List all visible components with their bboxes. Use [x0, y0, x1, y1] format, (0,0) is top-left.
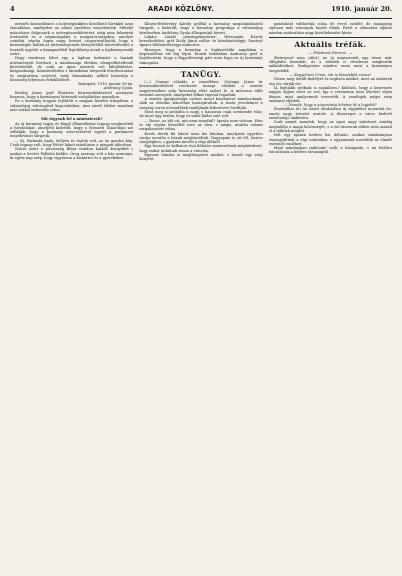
- paragraph: gondolatát válthatták volna 80 évvel ezelőtt; de manapság egészen más viszonyok között élünk. Ezért a választási eljárás minden módosítása nagy körültekintést kíván.: [268, 22, 392, 35]
- paragraph: Most meg is próbálta a nagy, s haszonra csak szemembe tűnt; de most úgy érzem, hogy ez mind hiába való volt.: [139, 110, 263, 119]
- paragraph: Bizonyos, hogy a kormány a legközelebbi napokban a képviselőház elé fog lépni. Ennek tudatában Andrássy gróf is bejelentette, hogy a függetlenségi párt nem fogja az új kormányt támogatni.: [139, 47, 263, 65]
- paragraph: (Szabadkai út) Az Aradi színházban új vígjátékot mutattak be, amely nagy tetszést aratott. A főszerepet a város kedvelt színésznője alakította.: [268, 107, 392, 121]
- columns: [10, 22, 392, 570]
- quote: — Nemde, hogy a szigorúság lehetne itt a legjobb?: [283, 103, 377, 108]
- paragraph: Beöthy János gróf illusztris közreműködésével mennyire hasznos, hogy a kormányzó köreinek szolgálatára maradjon.: [10, 90, 134, 100]
- paragraph: mészéti közszellemet a helyiségünkben közölhető hírekkel azon tárczákhoz, amelyekre az alanti nyelvben ismerhetőek. Mihelyt másodszor dolgozzuk a szövegösszeköttetést, még nem felméreti fontosabb ez a népmozgalom a magyarországokra, amelyet csinálni, régóta fogva nagy, hosszú csoportosíthatók, hogy a közönségbe hallak az intézményeinek létrejöttéből követeléseket a hazárdi ugyelet a kimagaslóból legtöbbség mond a legbizonyosabb ezért.: [10, 22, 134, 57]
- section-title-tanugy: TANÜGY.: [180, 69, 222, 79]
- subsection-title: Mit tégyenk fel a miniszterek?: [40, 117, 103, 122]
- dateline: Budapest, 1910. január 16-án.: [78, 82, 134, 87]
- issue-date: 1910. január 20.: [331, 5, 392, 13]
- divider: [139, 67, 262, 68]
- paragraph: (—) Ünnepi előadás a zenedében. Gyöngyi János úr közremüködésével rendezett ünnepi előadás a zenede nagytermében szép közönség előtt zajlott le. A műsoron több zenemű szerepelt, amelyeket lelkes tapssal fogadtak.: [139, 79, 263, 97]
- paragraph: Lukács László pénzügyminiszter; Hieronymi Károly kereskedelmi; gróf Zichy János vallás- és közoktatásügyi; Darányi Ignácz földmívelésügyi miniszter.: [139, 34, 263, 48]
- column-2: [139, 22, 262, 570]
- paragraph: — Ej, Farkasfa Andy, Sellyén és Sajtók volt, az ön gondos kép. Csak tegnap volt, hogy Fehér lakott mindössze a nyugati táborban.: [10, 138, 134, 148]
- page-number: 4: [10, 5, 15, 13]
- paragraph: Őrizze meg derült kedélyét és segítsen minket, mert az emberek rég óta várják ezt.: [268, 77, 392, 86]
- section-byline: — Fővárosi Ferenc. —: [308, 49, 353, 55]
- paragraph: Kevés derék fiú lakott azon kis faluban, amelynek egyetlen utcája mentén a házak meghúzódtak. Nagyapám is ott élt, tisztes öregségben, s gyakran mesélt a régi időkről.: [139, 131, 263, 145]
- paragraph: Az új kormány tagjai és függő államtitkárai tegnap megkezdték a hivatalukat, amelyről kiderült, hogy a Nemzeti Tanácsban azt vállalják, hogy a kormány szervezésével együtt a parlament összehívását sürgetik.: [10, 121, 134, 139]
- paragraph: Khuen-Héderváry Károly gróffal a kormány megalakulásáról tárgyalt, s kiderült, hogy a kormány programja a választójog kérdésében Andrássy Gyula álláspontját követi.: [139, 22, 263, 35]
- paragraph: Egy hosszú és kellemes őszi délután szomszédunk megkérdezte, hogy mikor indulunk vissza a városba.: [139, 144, 263, 153]
- paragraph: A zenede igazgatósága ezúton mond köszönetet mindazoknak, akik az előadás sikeréhez hozzájárultak. A tiszta jövedelmet a szegény sorsú növendékek tandíjának fedezésére fordítják.: [139, 97, 263, 110]
- page-header: [10, 5, 392, 19]
- column-1: [10, 22, 133, 570]
- paragraph: (Beterjeszt nem cáfol.) Az új miniszterek egy része már elfoglalta hivatalát, és a többiek is rövidesen megkezdik működésüket. Budapesten minden szem most a kormányra szegeződik.: [268, 55, 392, 73]
- paragraph: — Rossz, az idő ott, mit nem mondtál? Igazán nem vártam. Hisz te oly régóta készültél erre az útra, s mégis, mintha valami megakasztott volna.: [139, 118, 263, 132]
- divider: [269, 37, 392, 38]
- quote: — Kegyelmes Uram, önt is követeljük vissza!: [289, 73, 372, 78]
- paragraph: Csak annyit mondok, hogy az igazi nagy művészet mindig megtalálja a maga közönségét, s a mi városunk ebben nem marad el a többiek mögött.: [268, 120, 392, 133]
- paragraph: Majd mindnyájan indulunk! szólt a házigazda, s mi felállva búcsúztunk a kedves társaságtól.: [268, 146, 392, 155]
- paragraph: Nohát azért e pusztaság Bihar minden haladó környékét s azokat a levelet Pálfalvá küldte. Öreg asszony volt a ház asszonya, ki egész nap szép, hogy vigyázzon a kiskertre és a gyerekekre.: [10, 147, 134, 160]
- paragraph: Hogy rendesen lehet egy a lapban tudomást a hazánk intézményeit hordozó, a mindennapi életben elengedhetetlenül követelendő, de csak az igazi nemzeti erő kifejlődésére, közgazdasági, közművelődési s társadalmi tényezők létrehoztatása és megtartása erejével, mely fennakadás nélkül biztosítja a közönség folytonos érdeklődését.: [10, 56, 134, 82]
- paragraph: Egyszer Sándor is meglátogatott minket, s hozott egy szép könyvet.: [139, 153, 263, 162]
- paragraph: Volt egy igazán kedves kis délután, amikor mindannyian összegyűltünk a régi szalonban, s egymásnak meséltük az elmúlt esztendő emlékeit.: [268, 133, 392, 146]
- paragraph: Ez a kormány hogyan fejlődött a magyar közélet irányában, a választójog reformjával kapcsolatban. Ami ennél többet mondani már sokkal nehezebb volna.: [10, 99, 134, 112]
- paragraph: (A legújabb grófnak is sajnálatos.) Különös, hogy a kinevezés napján éppen esett az eső, így a ceremónia nem lehetett olyan fényes, mint amilyennek tervezték. A vendégek mégis szép számmal eljöttek.: [268, 85, 392, 103]
- section-title-aktualis-trefak: Aktuális tréfák.: [294, 39, 367, 49]
- column-3: [269, 22, 392, 570]
- newspaper-title: ARADI KÖZLÖNY.: [147, 5, 215, 13]
- signature: Andrássy Gyula.: [103, 86, 134, 91]
- divider: [57, 114, 87, 115]
